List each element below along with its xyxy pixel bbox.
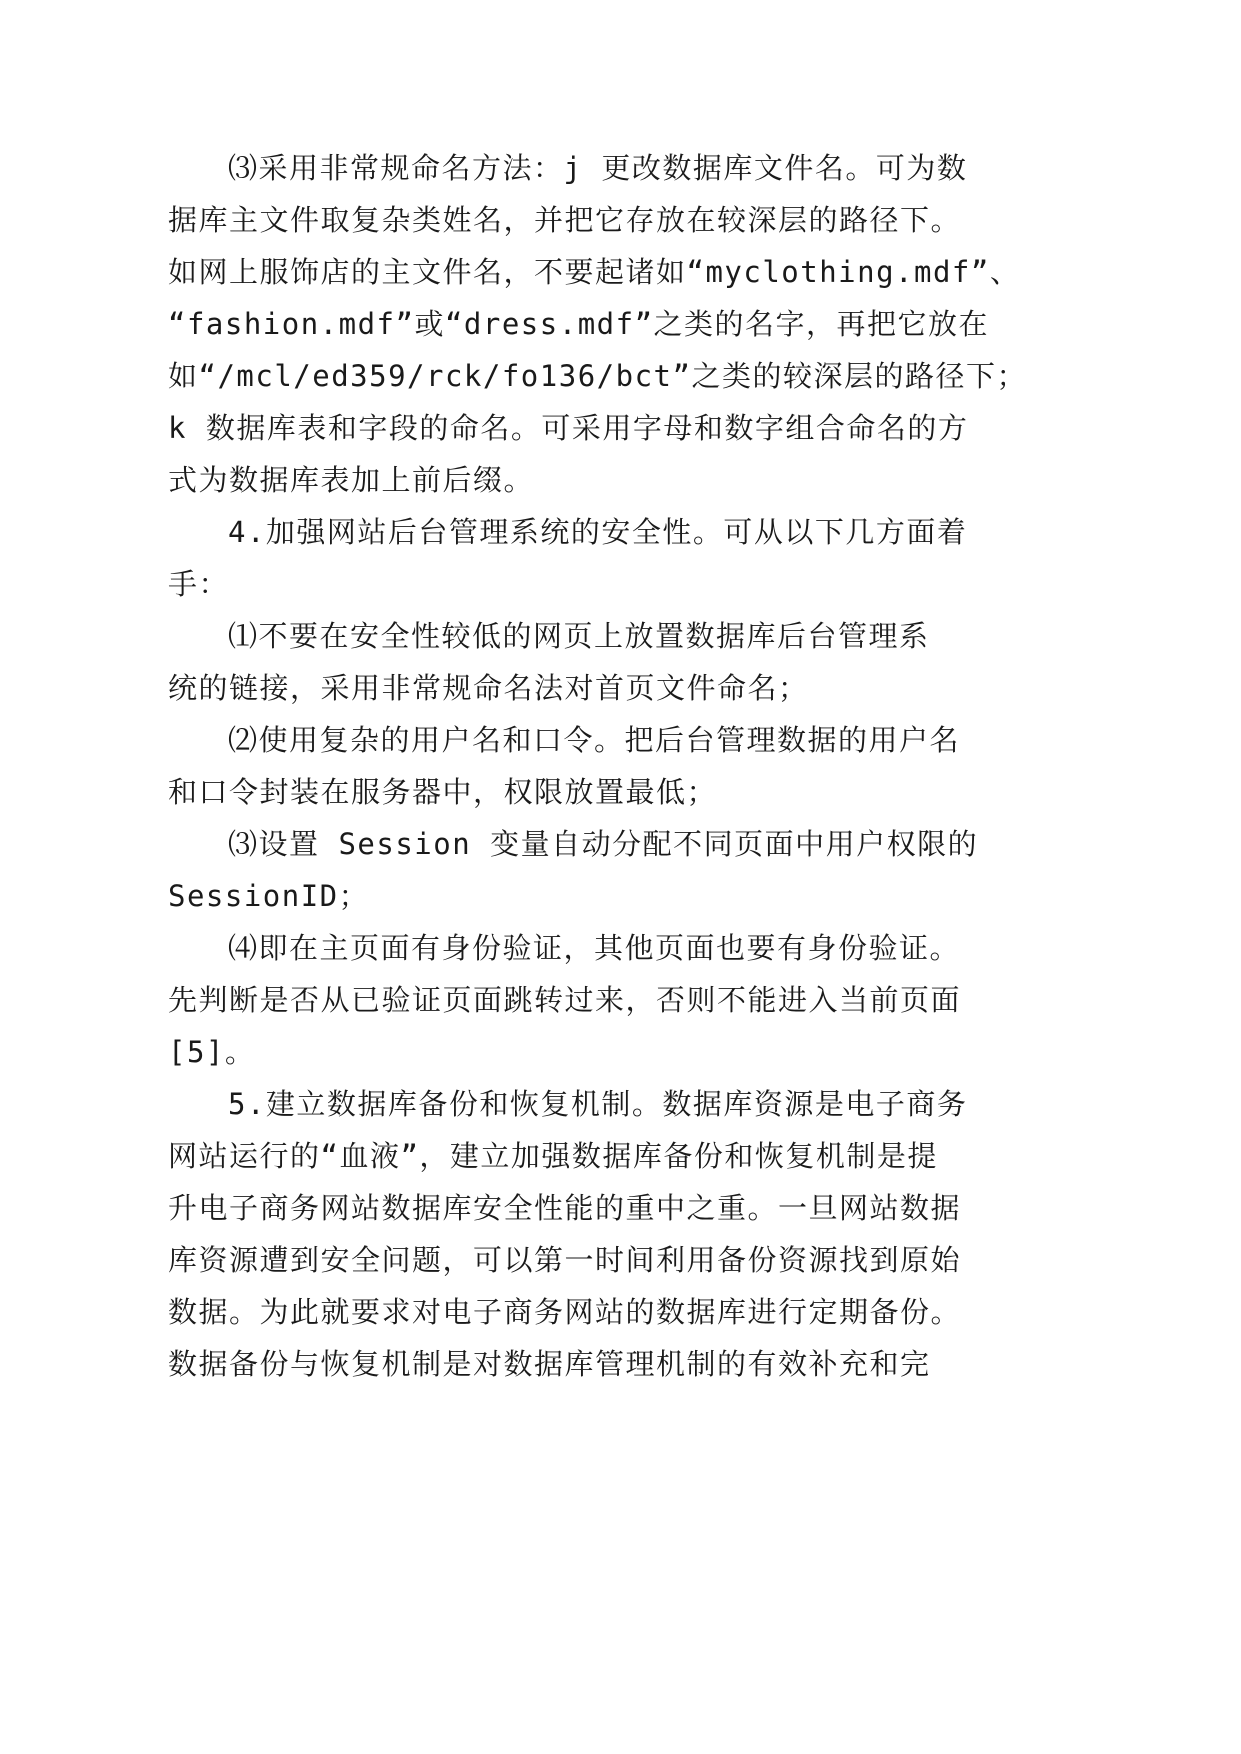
text-line-19: 5.建立数据库备份和恢复机制。数据库资源是电子商务 (228, 1087, 968, 1121)
text-line-23: 数据。为此就要求对电子商务网站的数据库进行定期备份。 (168, 1295, 962, 1329)
text-line-15: SessionID； (168, 879, 370, 913)
text-line-17: 先判断是否从已验证页面跳转过来，否则不能进入当前页面 (168, 983, 962, 1017)
text-line-7: 式为数据库表加上前后缀。 (168, 463, 535, 497)
text-line-13: 和口令封装在服务器中，权限放置最低； (168, 775, 718, 809)
text-line-14: ⑶设置 Session 变量自动分配不同页面中用户权限的 (228, 827, 979, 861)
text-line-16: ⑷即在主页面有身份验证，其他页面也要有身份验证。 (228, 931, 961, 965)
text-line-2: 据库主文件取复杂类姓名，并把它存放在较深层的路径下。 (168, 203, 962, 237)
text-line-9: 手： (168, 567, 230, 601)
text-line-5: 如“/mcl/ed359/rck/fo136/bct”之类的较深层的路径下； (168, 359, 1027, 393)
text-line-1: ⑶采用非常规命名方法：j 更改数据库文件名。可为数 (228, 151, 968, 185)
text-line-6: k 数据库表和字段的命名。可采用字母和数字组合命名的方 (168, 411, 969, 445)
text-line-18: [5]。 (168, 1035, 256, 1069)
text-line-11: 统的链接，采用非常规命名法对首页文件命名； (168, 671, 809, 705)
text-line-4: “fashion.mdf”或“dress.mdf”之类的名字，再把它放在 (168, 307, 990, 341)
text-line-12: ⑵使用复杂的用户名和口令。把后台管理数据的用户名 (228, 723, 961, 757)
text-line-10: ⑴不要在安全性较低的网页上放置数据库后台管理系 (228, 619, 930, 653)
text-line-20: 网站运行的“血液”，建立加强数据库备份和恢复机制是提 (168, 1139, 938, 1173)
text-line-21: 升电子商务网站数据库安全性能的重中之重。一旦网站数据 (168, 1191, 962, 1225)
text-line-24: 数据备份与恢复机制是对数据库管理机制的有效补充和完 (168, 1347, 931, 1381)
text-line-3: 如网上服饰店的主文件名，不要起诸如“myclothing.mdf”、 (168, 255, 1021, 289)
text-line-8: 4.加强网站后台管理系统的安全性。可从以下几方面着 (228, 515, 968, 549)
text-line-22: 库资源遭到安全问题，可以第一时间利用备份资源找到原始 (168, 1243, 962, 1277)
